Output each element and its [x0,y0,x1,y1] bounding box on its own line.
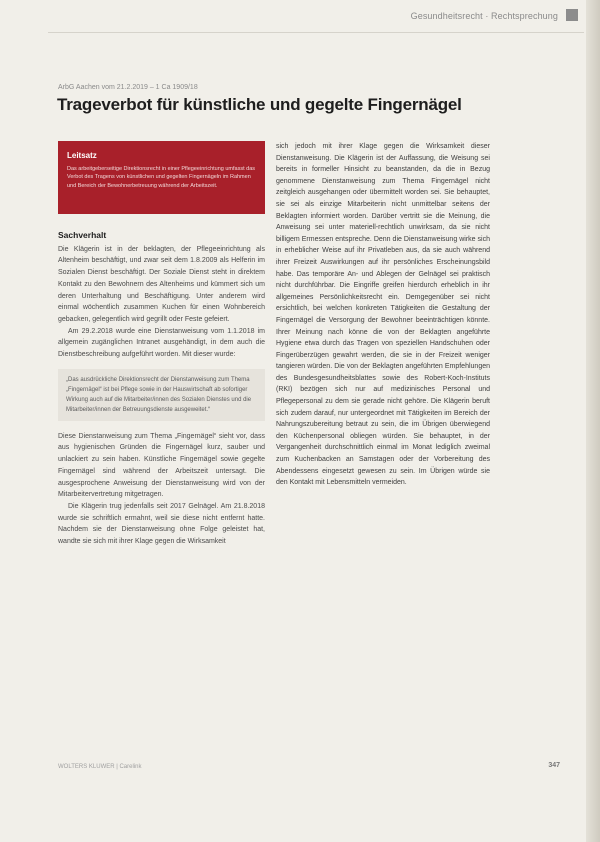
leitsatz-heading: Leitsatz [67,151,97,160]
article-title: Trageverbot für künstliche und gegelte Fingernägel [57,95,462,114]
leitsatz-box [58,141,265,214]
sachverhalt-heading: Sachverhalt [58,230,107,240]
sachverhalt-paragraph: Diese Dienstanweisung zum Thema „Fingernägel“ sieht vor, dass aus hygienischen Gründen die Fingernägel kurz, sauber und unlackiert zu sein haben. Künstliche Fingernägel sowie gegelte Fingernägel sind während der Arbeitszeit untersagt. Die ausgesprochene Anweisung der Dienstanweisung wird von der Mitarbeitervertretung mitgetragen. [58,432,265,499]
section-marker-square [566,9,578,21]
running-head: Gesundheitsrecht · Rechtsprechung [410,11,558,21]
right-column [276,141,490,489]
leitsatz-text: Das arbeitgeberseitige Direktionsrecht in einer Pflegeeinrichtung umfasst das Verbot des Tragens von künstlichen und gegelten Fingernägeln im Rahmen und Bereich der Bewohnerbetreuung während der Arbeitszeit. [67,165,256,190]
case-citation: ArbG Aachen vom 21.2.2019 – 1 Ca 1909/18 [58,84,198,91]
page-number: 347 [548,762,560,769]
page-edge-shadow [586,0,600,842]
footer-publisher: WOLTERS KLUWER | Carelink [58,764,142,770]
quote-box: „Das ausdrückliche Direktionsrecht der Dienstanweisung zum Thema „Fingernägel“ ist bei Pflege sowie in der Hauswirtschaft ab sofortiger Wirkung auch auf die Mitarbeiter/innen des Sozialen Dienstes und die Mitarbeiter/innen der Betreuungsdienste ausgeweitet.“ [58,369,265,421]
sachverhalt-paragraph: Die Klägerin ist in der beklagten, der Pflegeeinrichtung als Altenheim beschäftigt, und zwar seit dem 1.8.2009 als Helferin im Sozialen Dienst beschäftigt. Der Soziale Dienst steht in direktem Kontakt zu den Bewohnern des Altenheims und kümmert sich um deren Unterhaltung und Beschäftigung. Unter anderem wird einmal wöchentlich zusammen Kuchen für einen Wohnbereich gebacken, gelegentlich wird gegrillt oder Feste gefeiert. [58,245,265,323]
left-column [58,141,265,548]
sachverhalt-paragraph: Am 29.2.2018 wurde eine Dienstanweisung vom 1.1.2018 im allgemein zugänglichen Intranet ausgehändigt, in dem auch die Dienstbeschreibung aufgeführt worden. Mit dieser wurde: [58,327,265,359]
body-paragraph: sich jedoch mit ihrer Klage gegen die Wirksamkeit dieser Dienstanweisung. Die Klägerin ist der Auffassung, die Weisung sei bereits in formeller Hinsicht zu beanstanden, da die in Bezug genommene Dienstanweisung zum Thema Fingernägel nicht zeitgleich ausgehangen oder übermittelt worden sei. Sie behauptet, sie sei als einzige Mitarbeiterin nicht unmittelbar seitens der Beklagten informiert worden. Darüber vertritt sie die Meinung, die Anweisung sei unter materiell-rechtlich unwirksam, da sie nicht billigem Ermessen entspreche. Denn die Dienstanweisung wirke sich in erheblicher Weise auf ihr Privatleben aus, da sie auch während ihrer Freizeit Auswirkungen auf ihr persönliches Erscheinungsbild habe. Das temporäre An- und Ablegen der Gelnägel sei praktisch nicht durchführbar. Die Eingriffe greifen hierdurch erheblich in ihr allgemeines Persönlichkeitsrecht ein. Demgegenüber sei nicht ersichtlich, bei welchen konkreten Tätigkeiten die Gestaltung der Fingernägel die Versorgung der Bewohner beeinträchtigen könnte. Ihrer Meinung nach könne die von der Beklagten angeführte Hygiene etwa durch das Tragen von speziellen Handschuhen oder Fingerüberzügen gewahrt werden, die sie in der Freizeit weniger tangieren würden. Die von der Beklagten angeführten Empfehlungen des Bundesgesundheitsblattes sowie des Robert-Koch-Instituts (RKI) bezögen sich nur auf medizinisches Personal und Pflegepersonal zu dem sie gerade nicht gehöre. Die Klägerin beruft sich zudem darauf, nur untergeordnet mit Tätigkeiten im Bereich der Nahrungszubereitung betraut zu sein, die im Übrigen überwiegend den Küchenpersonal obliegen würden. Sie behauptet, in der Vergangenheit durchschnittlich einmal im Monat lediglich zweimal zum Kuchenbacken an Samstagen oder der Vorbereitung des Abendessens eingesetzt gewesen zu sein. Im Übrigen würde sie den Kontakt mit Lebensmitteln vermeiden. [276,143,490,487]
top-rule-divider [48,32,584,33]
sachverhalt-paragraph: Die Klägerin trug jedenfalls seit 2017 Gelnägel. Am 21.8.2018 wurde sie schriftlich ermahnt, weil sie diese nicht entfernt hatte. Nachdem sie der Dienstanweisung ohne Folge geleistet hat, wandte sie sich mit ihrer Klage gegen die Wirksamkeit [58,502,265,546]
